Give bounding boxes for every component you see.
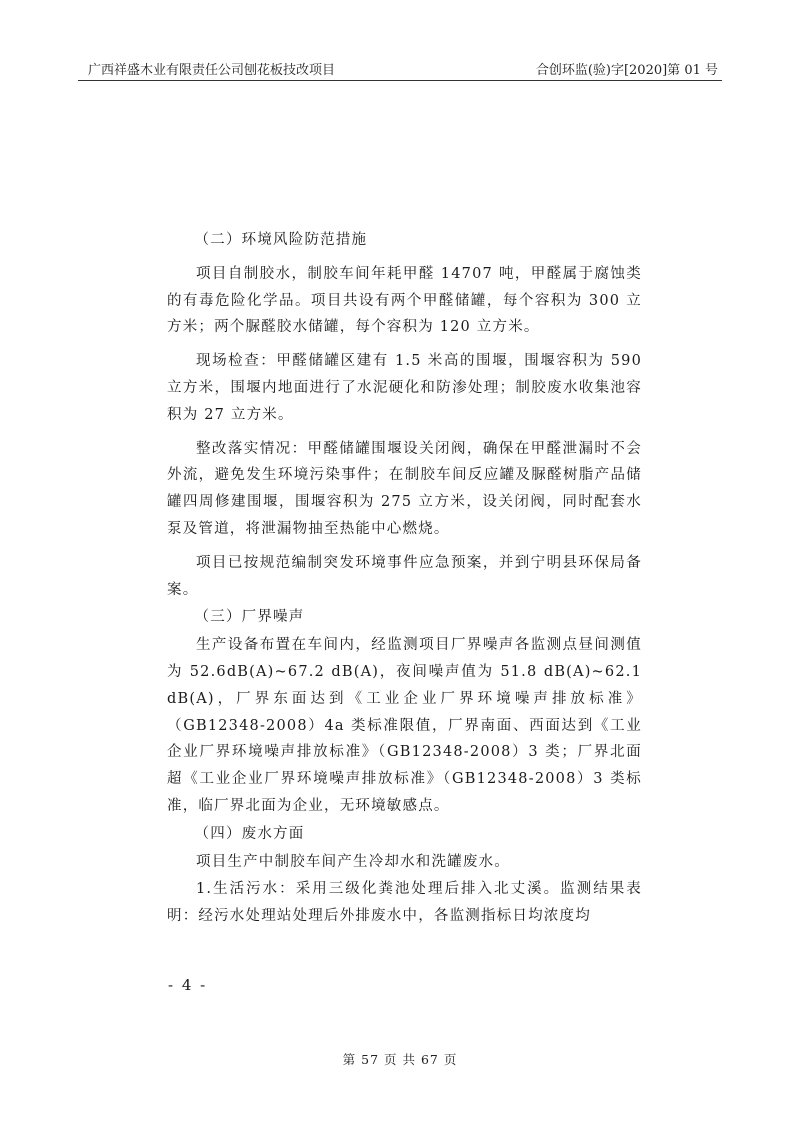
section-heading-wastewater: （四）废水方面 [194,825,305,842]
page-number: - 4 - [168,976,208,994]
paragraph-rectification: 整改落实情况：甲醛储罐围堰设关闭阀，确保在甲醛泄漏时不会外流，避免发生环境污染事件；在制胶车间反应罐及脲醛树脂产品储罐四周修建围堰，围堰容积为 275 立方米，设关闭阀，同时配套水泵及管道，将泄漏物抽至热能中心燃烧。 [167,440,642,537]
document-body [167,227,642,931]
section-heading-risk: （二）环境风险防范措施 [194,232,368,248]
paragraph-site-inspection: 现场检查：甲醛储罐区建有 1.5 米高的围堰，围堰容积为 590 立方米，围堰内地面进行了水泥硬化和防渗处理；制胶废水收集池容积为 27 立方米。 [167,353,642,423]
section-heading-noise: （三）厂界噪声 [194,609,305,626]
page-footer: 第 57 页 共 67 页 [342,1052,458,1067]
paragraph-wastewater-sources: 项目生产中制胶车间产生冷却水和洗罐废水。 [196,853,510,870]
header-rule [78,80,722,81]
paragraph-risk-overview: 项目自制胶水，制胶车间年耗甲醛 14707 吨，甲醛属于腐蚀类的有毒危险化学品。项目共设有两个甲醛储罐，每个容积为 300 立方米；两个脲醛胶水储罐，每个容积为 120 立方米。 [167,265,642,336]
paragraph-noise-results: 生产设备布置在车间内，经监测项目厂界噪声各监测点昼间测值为 52.6dB(A)~67.2 dB(A)，夜间噪声值为 51.8 dB(A)~62.1 dB(A)，厂界东面达到《工业企业厂界环境噪声排放标准》（GB12348-2008）4a 类标准限值，厂界南面、西面达到《工业企业厂界环境噪声排放标准》（GB12348-2008）3 类；厂界北面超《工业企业厂界环境噪声排放标准》（GB12348-2008）3 类标准，临厂界北面为企业，无环境敏感点。 [167,637,642,814]
paragraph-emergency-plan: 项目已按规范编制突发环境事件应急预案，并到宁明县环保局备案。 [167,554,642,598]
header-document-number: 合创环监(验)字[2020]第 01 号 [535,63,718,78]
header-project-title: 广西祥盛木业有限责任公司刨花板技改项目 [88,63,336,78]
paragraph-domestic-sewage: 1.生活污水：采用三级化粪池处理后排入北丈溪。监测结果表明：经污水处理站处理后外排废水中，各监测指标日均浓度均 [167,881,642,925]
